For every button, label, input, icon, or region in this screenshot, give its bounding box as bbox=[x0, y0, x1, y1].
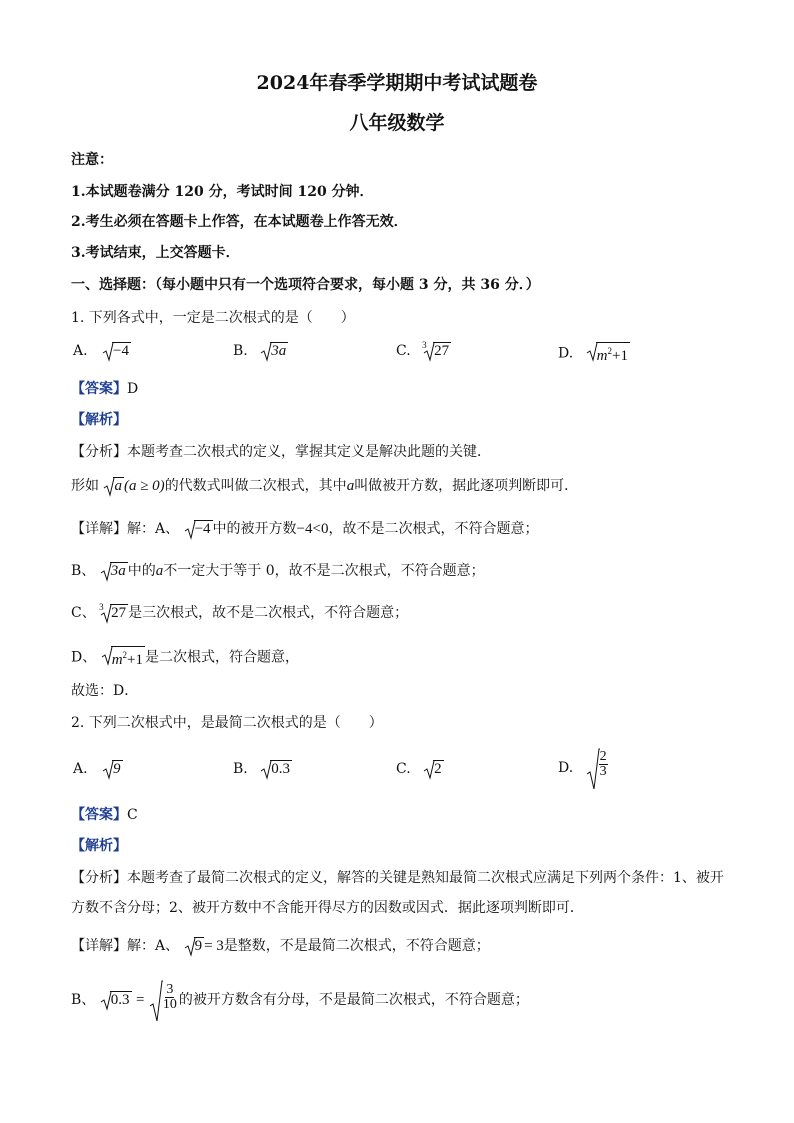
sqrt-expression: 0.3 bbox=[260, 760, 292, 778]
radical-sign-icon bbox=[423, 342, 435, 362]
sqrt-fraction-expression: $\frac{2}{3}$ bbox=[586, 748, 612, 788]
sqrt-expression: 2 bbox=[423, 760, 444, 778]
notice-item-2: 2.考生必须在答题卡上作答，在本试题卷上作答无效． bbox=[71, 214, 408, 230]
option-label: B. bbox=[233, 343, 248, 359]
question-1-detail-a: 【详解】解：A、 −4 中的被开方数−4<0，故不是二次根式，不符合题意； bbox=[71, 520, 538, 538]
question-1-option-d bbox=[558, 342, 630, 365]
radical-sign-icon bbox=[100, 562, 112, 582]
question-1-option-c bbox=[396, 342, 451, 360]
radical-sign-icon bbox=[260, 760, 272, 780]
question-2-detail-b: B、 0.3 = $\frac{3}{10}$ 的被开方数含有分母，不是最简二次根式，不符合题意； bbox=[71, 980, 529, 1020]
sqrt-expression: −4 bbox=[102, 342, 131, 360]
option-label: B. bbox=[233, 761, 248, 777]
sqrt-expression: 9 bbox=[184, 937, 205, 955]
question-1-option-b bbox=[233, 342, 288, 360]
page-subtitle: 八年级数学 bbox=[349, 112, 445, 134]
sqrt-expression: −4 bbox=[184, 520, 213, 538]
question-1-analysis: 【分析】本题考查二次根式的定义，掌握其定义是解决此题的关键． bbox=[71, 444, 491, 460]
option-label: C. bbox=[396, 343, 411, 359]
radical-sign-icon bbox=[102, 342, 114, 362]
radical-sign-icon bbox=[102, 760, 114, 780]
question-2-detail-a: 【详解】解：A、 9 = 3是整数，不是最简二次根式，不符合题意； bbox=[71, 937, 490, 955]
question-1-conclusion: 故选：D． bbox=[71, 683, 139, 699]
radical-sign-icon bbox=[184, 937, 196, 957]
section-heading: 一、选择题：（每小题中只有一个选项符合要求，每小题 3 分，共 36 分．） bbox=[71, 277, 540, 293]
radical-sign-icon bbox=[100, 604, 112, 624]
radical-sign-icon bbox=[103, 477, 115, 497]
page-title: 2024年春季学期期中考试试题卷 bbox=[256, 72, 538, 94]
option-label: D. bbox=[558, 760, 574, 776]
radical-sign-icon bbox=[101, 646, 113, 666]
question-1-detail-b: B、 3a 中的a不一定大于等于 0，故不是二次根式，不符合题意； bbox=[71, 562, 485, 580]
sqrt-expression: 0.3 bbox=[100, 991, 132, 1009]
option-label: A. bbox=[73, 343, 88, 359]
radical-sign-icon bbox=[184, 520, 196, 540]
question-2-answer bbox=[71, 806, 138, 824]
sqrt-expression: 3a bbox=[100, 562, 128, 580]
question-2-option-a bbox=[73, 760, 123, 778]
question-2-analysis-cont: 方数不含分母；2、被开方数中不含能开得尽方的因数或因式．据此逐项判断即可． bbox=[71, 900, 584, 916]
sqrt-fraction-expression: $\frac{3}{10}$ bbox=[149, 980, 179, 1020]
sqrt-expression: $m^2+1$ bbox=[586, 342, 630, 365]
answer-tag: 【答案】 bbox=[71, 381, 127, 397]
cube-root-expression: 3 27 bbox=[100, 604, 128, 622]
sqrt-expression: 9 bbox=[102, 760, 123, 778]
question-2-stem: 2. 下列二次根式中，是最简二次根式的是（ ） bbox=[71, 715, 383, 731]
radical-sign-icon bbox=[423, 760, 435, 780]
answer-value: C bbox=[127, 807, 138, 823]
option-label: A. bbox=[73, 761, 88, 777]
answer-tag: 【答案】 bbox=[71, 807, 127, 823]
question-2-option-b bbox=[233, 760, 292, 778]
radical-sign-icon bbox=[586, 748, 600, 790]
cube-root-expression: 3 27 bbox=[423, 342, 451, 360]
answer-value: D bbox=[127, 381, 139, 397]
sqrt-expression: 3a bbox=[260, 342, 288, 360]
radical-sign-icon bbox=[260, 342, 272, 362]
option-label: C. bbox=[396, 761, 411, 777]
notice-heading: 注意： bbox=[71, 152, 113, 168]
question-1-detail-d: D、 $m^2+1$ 是二次根式，符合题意， bbox=[71, 646, 299, 669]
radical-sign-icon bbox=[586, 342, 598, 362]
question-1-analysis-tag: 【解析】 bbox=[71, 412, 127, 428]
question-1-stem: 1. 下列各式中，一定是二次根式的是（ ） bbox=[71, 310, 355, 326]
radical-sign-icon bbox=[149, 980, 163, 1022]
question-1-detail-c: C、 3 27 是三次根式，故不是二次根式，不符合题意； bbox=[71, 604, 408, 622]
sqrt-expression: a bbox=[103, 477, 124, 495]
option-label: D. bbox=[558, 345, 574, 362]
question-2-analysis: 【分析】本题考查了最简二次根式的定义，解答的关键是熟知最简二次根式应满足下列两个条件：1、被开 bbox=[71, 870, 724, 886]
sqrt-expression: $m^2+1$ bbox=[101, 646, 145, 669]
question-1-definition: 形如 a (a ≥ 0)的代数式叫做二次根式，其中a叫做被开方数，据此逐项判断即可． bbox=[71, 477, 578, 495]
notice-item-3: 3.考试结束，上交答题卡． bbox=[71, 245, 240, 261]
question-2-analysis-tag: 【解析】 bbox=[71, 838, 127, 854]
question-2-option-c bbox=[396, 760, 444, 778]
question-2-option-d bbox=[558, 748, 612, 788]
notice-item-1: 1.本试题卷满分 120 分，考试时间 120 分钟． bbox=[71, 184, 374, 200]
radical-sign-icon bbox=[100, 991, 112, 1011]
question-1-option-a bbox=[73, 342, 131, 360]
question-1-answer bbox=[71, 380, 138, 398]
